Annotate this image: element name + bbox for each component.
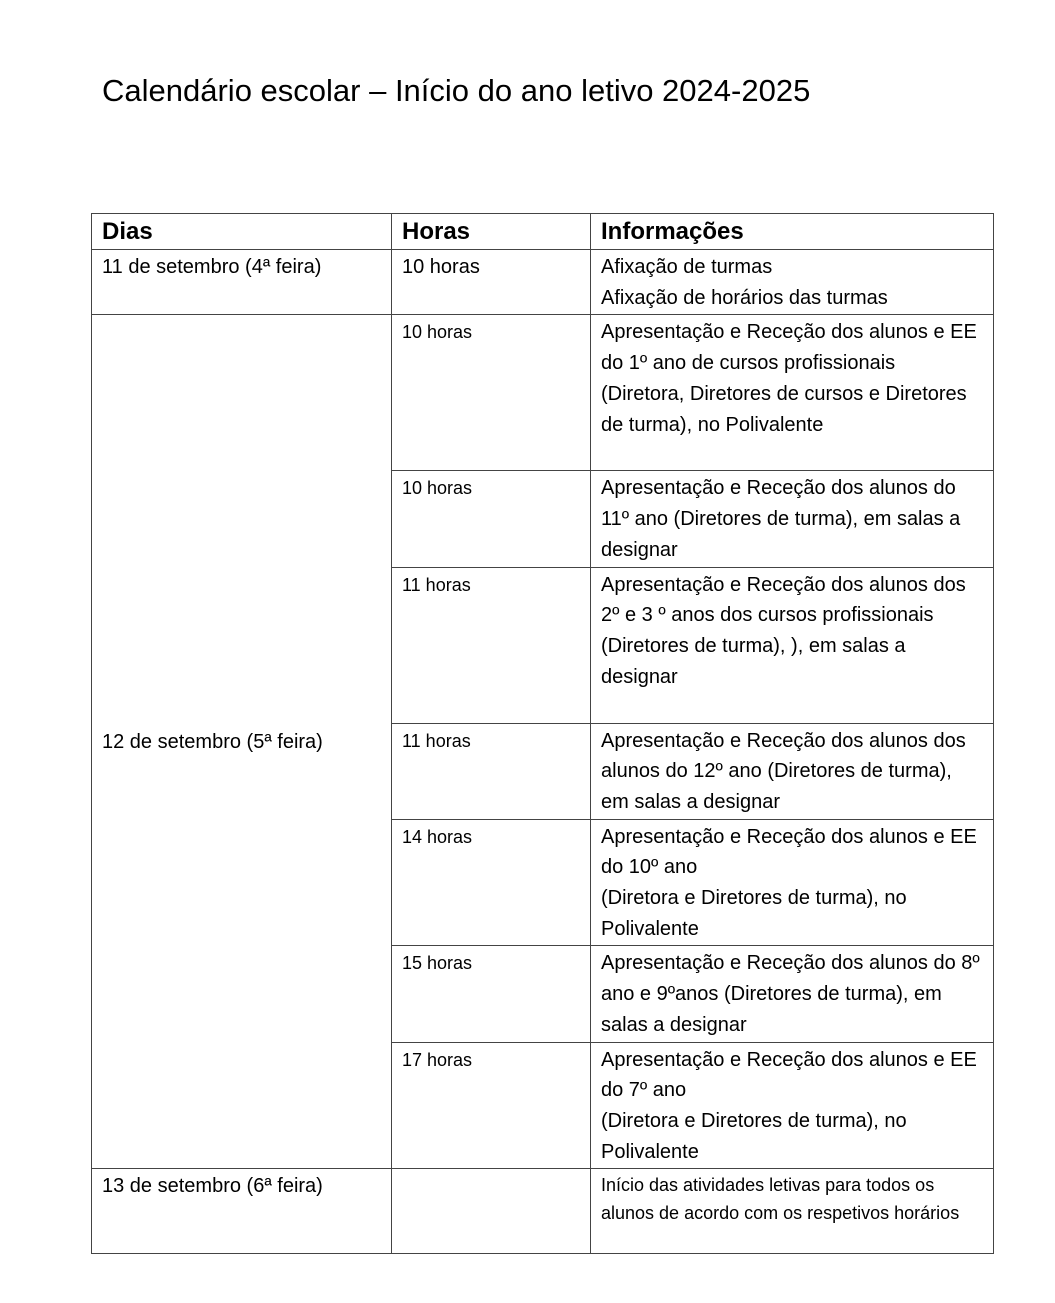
info-line: (Diretora e Diretores de turma), no Polivalente: [601, 887, 907, 940]
info-cell: [591, 946, 994, 1042]
hora-cell: 10 horas: [392, 315, 591, 471]
table-row: [92, 315, 994, 471]
info-line: Apresentação e Receção dos alunos do 8º ano e 9ºanos (Diretores de turma), em salas a designar: [601, 952, 980, 1036]
header-dias: Dias: [92, 214, 392, 250]
document-title: Calendário escolar – Início do ano letivo 2024-2025: [102, 73, 811, 108]
info-cell: [591, 250, 994, 315]
info-line: Afixação de turmas: [601, 256, 773, 278]
hora-cell: 11 horas: [392, 723, 591, 819]
schedule-table: [91, 213, 994, 1254]
header-informacoes: Informações: [591, 214, 994, 250]
info-line: Apresentação e Receção dos alunos e EE do 10º ano: [601, 825, 977, 879]
info-line: Afixação de horários das turmas: [601, 286, 888, 309]
info-cell: [591, 471, 994, 567]
day-cell-12-setembro: 12 de setembro (5ª feira): [92, 315, 392, 1169]
table-header-row: [92, 214, 994, 250]
info-cell: [591, 723, 994, 819]
hora-cell: 17 horas: [392, 1042, 591, 1169]
hora-cell: [392, 1169, 591, 1254]
info-cell: [591, 1169, 994, 1254]
info-line: Apresentação e Receção dos alunos dos 2º e 3 º anos dos cursos profissionais: [601, 573, 966, 627]
day-cell-13-setembro: 13 de setembro (6ª feira): [92, 1169, 392, 1254]
info-line: Apresentação e Receção dos alunos do 11º ano (Diretores de turma), em salas a designar: [601, 477, 961, 561]
info-line: (Diretora e Diretores de turma), no Polivalente: [601, 1109, 907, 1163]
hora-cell: 14 horas: [392, 819, 591, 946]
table-row: [92, 1169, 994, 1254]
hora-cell: 10 horas: [392, 471, 591, 567]
header-horas: Horas: [392, 214, 591, 250]
info-cell: [591, 819, 994, 946]
info-line: Apresentação e Receção dos alunos e EE do 1º ano de cursos profissionais: [601, 321, 977, 375]
info-line: (Diretores de turma), ), em salas a designar: [601, 634, 906, 688]
info-cell: [591, 1042, 994, 1169]
hora-cell: 10 horas: [392, 250, 591, 315]
info-line: (Diretora, Diretores de cursos e Diretores de turma), no Polivalente: [601, 382, 967, 436]
info-line: Início das atividades letivas para todos os alunos de acordo com os respetivos horários: [601, 1175, 960, 1224]
info-line: Apresentação e Receção dos alunos e EE do 7º ano: [601, 1048, 977, 1102]
table-row: [92, 250, 994, 315]
hora-cell: 15 horas: [392, 946, 591, 1042]
hora-cell: 11 horas: [392, 567, 591, 723]
day-cell-11-setembro: 11 de setembro (4ª feira): [92, 250, 392, 315]
info-cell: [591, 567, 994, 723]
info-line: Apresentação e Receção dos alunos dos alunos do 12º ano (Diretores de turma), em salas a designar: [601, 729, 966, 813]
info-cell: [591, 315, 994, 471]
